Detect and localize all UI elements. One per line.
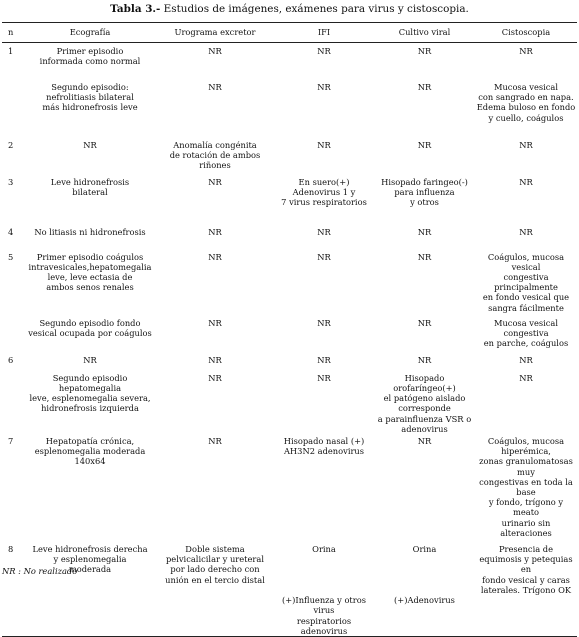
table-row [2, 43, 577, 77]
row-number-cell [2, 595, 24, 636]
column-header: Cultivo viral [374, 23, 475, 43]
table-cell: NR [317, 251, 331, 262]
table-cell: NR [317, 317, 331, 328]
table-cell: Mucosa vesical congestiva en parche, coágulos [483, 317, 569, 349]
table-cell: NR [519, 226, 533, 237]
table-cell: Hisopado orofaríngeo(+) el patógeno aislado corresponde a parainfluenza VSR o adenovirus [377, 372, 472, 434]
table-cell: En suero(+) Adenovirus 1 y 7 virus respiratorios [281, 176, 367, 208]
table-row [2, 313, 577, 352]
caption-label: Tabla 3.- [110, 3, 161, 15]
table-cell: NR [208, 46, 222, 56]
table-cell [156, 595, 274, 636]
column-header: Urograma excretor [156, 23, 274, 43]
table-cell: NR [417, 82, 432, 92]
table-cell: NR [317, 354, 331, 365]
row-number-cell: 7 [8, 436, 14, 447]
footnote: NR : No realizado [2, 566, 78, 576]
table-cell: Segundo episodio: nefrolitiasis bilateral más hidronefrosis leve [42, 82, 138, 113]
column-header: Ecografía [24, 23, 156, 43]
table-cell: (+)Adenovirus [374, 595, 475, 636]
table-cell: NR [208, 354, 222, 365]
table-cell: NR [317, 46, 331, 56]
table-cell: NR [83, 354, 97, 365]
column-header: IFI [274, 23, 374, 43]
row-number-cell [2, 313, 24, 352]
table-cell: NR [208, 251, 222, 262]
table-cell: Orina [312, 544, 336, 555]
table-cell: NR [208, 226, 222, 237]
table-cell: NR [519, 354, 533, 365]
table-cell: NR [317, 372, 331, 383]
table-cell: NR [519, 46, 533, 56]
table-cell: NR [519, 372, 533, 383]
table-cell: Hisopado faringeo(-) para influenza y otros [381, 176, 468, 208]
row-number-cell: 1 [8, 46, 14, 56]
table-row [2, 134, 577, 171]
table-cell: NR [208, 372, 222, 383]
row-number-cell: 8 [8, 544, 14, 555]
table-cell: Doble sistema pelvicalicilar y ureteral por lado derecho con unión en el tercio distal [165, 544, 265, 585]
table-cell: NR [417, 46, 432, 56]
table-cell [24, 595, 156, 636]
column-header: n [2, 23, 24, 43]
table-cell: Leve hidronefrosis bilateral [50, 176, 130, 197]
table-cell: Leve hidronefrosis derecha y esplenomegalia moderada [32, 544, 148, 575]
header-row [2, 23, 577, 43]
column-header: Cistoscopia [475, 23, 577, 43]
table-cell: NR [417, 251, 432, 262]
table-row [2, 434, 577, 538]
table-row [2, 370, 577, 434]
table-row [2, 222, 577, 247]
table-cell: Hepatopatía crónica, esplenomegalia moderada 140x64 [34, 436, 146, 467]
row-number-cell: 2 [8, 140, 14, 150]
table-cell: NR [519, 140, 533, 150]
table-row [2, 595, 577, 636]
table-row [2, 538, 577, 595]
table-cell: NR [317, 82, 331, 92]
row-number-cell: 6 [8, 354, 14, 365]
table-cell: Anomalía congénita de rotación de ambos riñones [169, 140, 261, 171]
table-cell: Segundo episodio hepatomegalia leve, esplenomegalia severa, hidronefrosis izquierda [29, 372, 151, 414]
table-cell: NR [208, 176, 222, 187]
caption-text: Estudios de imágenes, exámenes para virus y cistoscopia. [160, 3, 469, 15]
table-cell: NR [208, 317, 222, 328]
table-cell: Mucosa vesical con sangrado en napa. Edema buloso en fondo y cuello, coágulos [476, 82, 576, 123]
table-cell: NR [83, 140, 97, 150]
row-number-cell [2, 370, 24, 434]
table-cell: Primer episodio informada como normal [39, 46, 141, 67]
table-cell: (+)Influenza y otros virus respiratorios adenovirus [274, 595, 374, 636]
row-number-cell [2, 76, 24, 134]
table-cell: NR [317, 226, 331, 237]
table-cell: NR [417, 226, 432, 237]
table-cell: NR [417, 317, 432, 328]
table-caption [0, 0, 579, 18]
table-cell: No litiasis ni hidronefrosis [34, 226, 146, 237]
table-cell: NR [417, 436, 432, 447]
table-row [2, 76, 577, 134]
row-number-cell: 5 [8, 251, 14, 262]
table-row [2, 171, 577, 222]
table-cell: Orina [412, 544, 437, 555]
row-number-cell: 4 [8, 226, 14, 237]
row-number-cell: 3 [8, 176, 14, 187]
table-cell: Primer episodio coágulos intravesicales,hepatomegalia leve, leve ectasia de ambos senos renales [28, 251, 152, 293]
table-row [2, 352, 577, 370]
table-cell: NR [208, 82, 222, 92]
table-cell: Coágulos, mucosa vesical congestiva principalmente en fondo vesical que sangra fácilmente [482, 251, 570, 313]
table-cell: NR [208, 436, 222, 447]
table-cell: NR [417, 354, 432, 365]
table-cell: Hisopado nasal (+) AH3N2 adenovirus [283, 436, 365, 457]
table-cell: NR [417, 140, 432, 150]
results-table [2, 22, 577, 637]
table-cell: Coágulos, mucosa hiperémica, zonas granulomatosas muy congestivas en toda la base y fondo, trígono y meato urinario sin alteraciones [479, 436, 573, 538]
table-row [2, 247, 577, 313]
table-cell [475, 595, 577, 636]
table-cell: NR [317, 140, 331, 150]
table-cell: Segundo episodio fondo vesical ocupada por coágulos [28, 317, 152, 339]
table-cell: NR [519, 176, 533, 187]
table-cell: Presencia de equimosis y petequias en fondo vesical y caras laterales. Trígono OK [479, 544, 573, 595]
